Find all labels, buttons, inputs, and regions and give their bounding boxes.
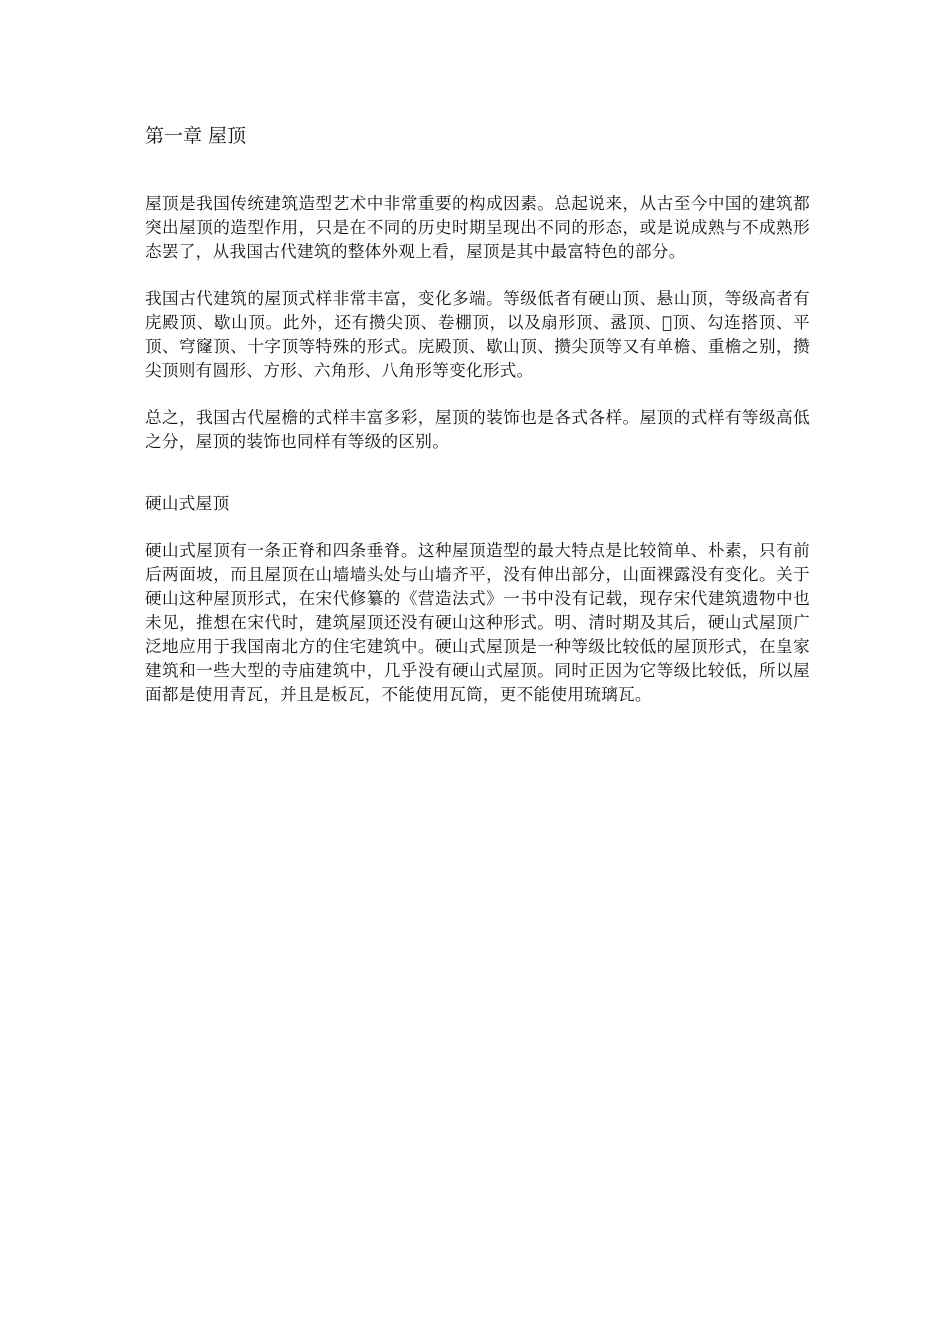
- document-page: [145, 122, 810, 730]
- intro-paragraph-3: 总之，我国古代屋檐的式样丰富多彩，屋顶的装饰也是各式各样。屋顶的式样有等级高低之分，屋顶的装饰也同样有等级的区别。: [145, 408, 810, 451]
- chapter-title: 第一章 屋顶: [145, 125, 247, 147]
- section-title: 硬山式屋顶: [145, 494, 230, 513]
- intro-paragraph-2: 我国古代建筑的屋顶式样非常丰富，变化多端。等级低者有硬山顶、悬山顶，等级高者有庑殿顶、歇山顶。此外，还有攒尖顶、卷棚顶，以及扇形顶、盝顶、􀀀顶、勾连搭顶、平顶、穹窿顶、十字顶等特殊的形式。庑殿顶、歇山顶、攒尖顶等又有单檐、重檐之别，攒尖顶则有圆形、方形、六角形、八角形等变化形式。: [145, 289, 810, 380]
- intro-paragraph-1: 屋顶是我国传统建筑造型艺术中非常重要的构成因素。总起说来，从古至今中国的建筑都突出屋顶的造型作用，只是在不同的历史时期呈现出不同的形态，或是说成熟与不成熟形态罢了，从我国古代建筑的整体外观上看，屋顶是其中最富特色的部分。: [145, 194, 810, 261]
- section-paragraph-1: 硬山式屋顶有一条正脊和四条垂脊。这种屋顶造型的最大特点是比较简单、朴素，只有前后两面坡，而且屋顶在山墙墙头处与山墙齐平，没有伸出部分，山面裸露没有变化。关于硬山这种屋顶形式，在宋代修纂的《营造法式》一书中没有记载，现存宋代建筑遗物中也未见，推想在宋代时，建筑屋顶还没有硬山这种形式。明、清时期及其后，硬山式屋顶广泛地应用于我国南北方的住宅建筑中。硬山式屋顶是一种等级比较低的屋顶形式，在皇家建筑和一些大型的寺庙建筑中，几乎没有硬山式屋顶。同时正因为它等级比较低，所以屋面都是使用青瓦，并且是板瓦，不能使用瓦筒，更不能使用琉璃瓦。: [145, 541, 810, 704]
